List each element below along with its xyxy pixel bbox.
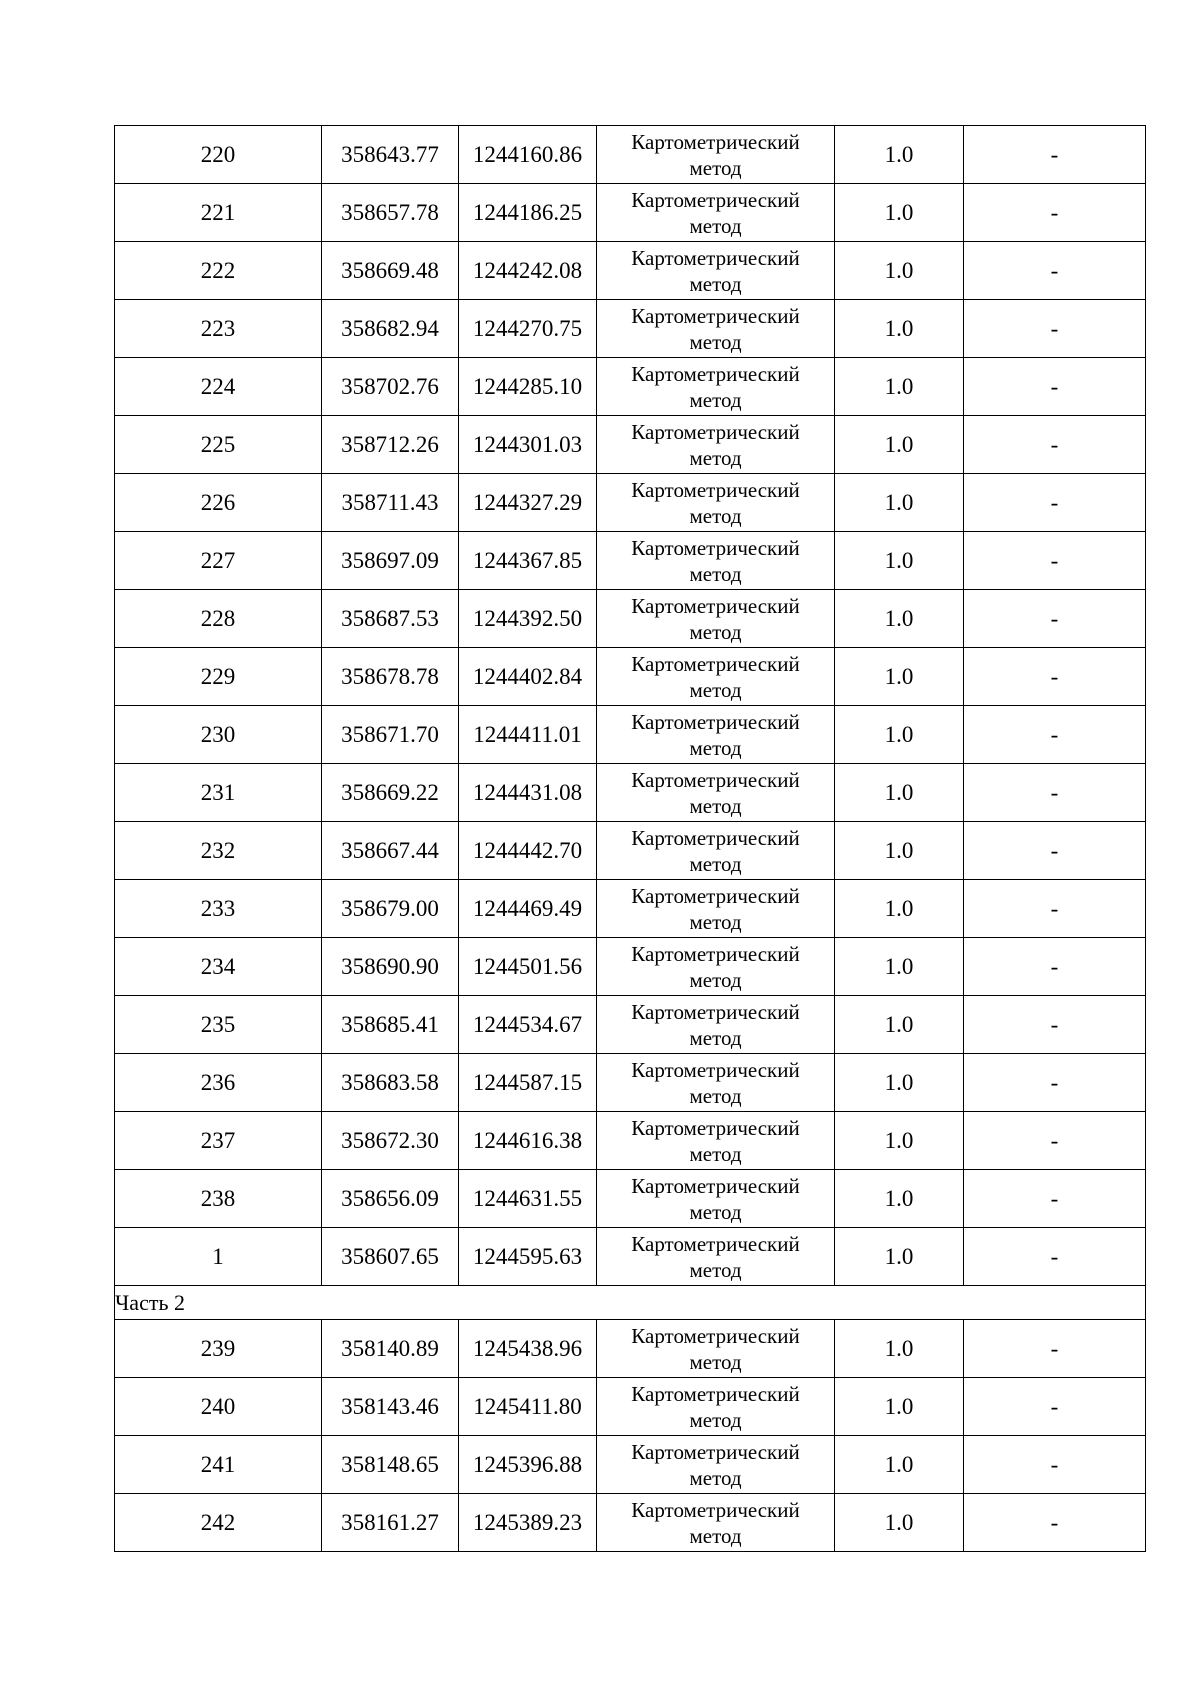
x-coordinate-cell: 358687.53 (322, 590, 459, 648)
point-number-cell: 231 (115, 764, 322, 822)
method-cell (597, 822, 835, 880)
note-cell: - (964, 1494, 1146, 1552)
accuracy-cell: 1.0 (835, 1170, 964, 1228)
method-text-line2: метод (689, 213, 742, 238)
point-number-cell: 232 (115, 822, 322, 880)
note-cell: - (964, 184, 1146, 242)
point-number-cell: 234 (115, 938, 322, 996)
accuracy-cell: 1.0 (835, 300, 964, 358)
method-text-line1: Картометрический (631, 1115, 800, 1140)
method-cell (597, 1494, 835, 1552)
method-text-line2: метод (689, 1025, 742, 1050)
method-text-line2: метод (689, 909, 742, 934)
coordinates-table-body (115, 126, 1146, 1552)
method-text-line1: Картометрический (631, 825, 800, 850)
part-heading: Часть 2 (115, 1286, 1146, 1320)
table-row (115, 1112, 1146, 1170)
x-coordinate-cell: 358679.00 (322, 880, 459, 938)
accuracy-cell: 1.0 (835, 822, 964, 880)
y-coordinate-cell: 1244616.38 (459, 1112, 597, 1170)
note-cell: - (964, 996, 1146, 1054)
method-text-line2: метод (689, 793, 742, 818)
accuracy-cell: 1.0 (835, 1320, 964, 1378)
y-coordinate-cell: 1244367.85 (459, 532, 597, 590)
method-text-line1: Картометрический (631, 245, 800, 270)
x-coordinate-cell: 358712.26 (322, 416, 459, 474)
table-row (115, 532, 1146, 590)
table-row (115, 1170, 1146, 1228)
accuracy-cell: 1.0 (835, 1494, 964, 1552)
method-cell (597, 1112, 835, 1170)
x-coordinate-cell: 358143.46 (322, 1378, 459, 1436)
note-cell: - (964, 648, 1146, 706)
y-coordinate-cell: 1244242.08 (459, 242, 597, 300)
point-number-cell: 241 (115, 1436, 322, 1494)
method-text-line1: Картометрический (631, 999, 800, 1024)
y-coordinate-cell: 1244402.84 (459, 648, 597, 706)
y-coordinate-cell: 1244469.49 (459, 880, 597, 938)
accuracy-cell: 1.0 (835, 938, 964, 996)
method-text-line1: Картометрический (631, 941, 800, 966)
accuracy-cell: 1.0 (835, 1054, 964, 1112)
method-text-line2: метод (689, 735, 742, 760)
point-number-cell: 235 (115, 996, 322, 1054)
method-cell (597, 880, 835, 938)
note-cell: - (964, 822, 1146, 880)
note-cell: - (964, 1112, 1146, 1170)
accuracy-cell: 1.0 (835, 126, 964, 184)
accuracy-cell: 1.0 (835, 996, 964, 1054)
point-number-cell: 1 (115, 1228, 322, 1286)
x-coordinate-cell: 358643.77 (322, 126, 459, 184)
method-text-line1: Картометрический (631, 187, 800, 212)
part-heading-row (115, 1286, 1146, 1320)
x-coordinate-cell: 358683.58 (322, 1054, 459, 1112)
note-cell: - (964, 416, 1146, 474)
point-number-cell: 227 (115, 532, 322, 590)
method-cell (597, 648, 835, 706)
x-coordinate-cell: 358667.44 (322, 822, 459, 880)
note-cell: - (964, 764, 1146, 822)
y-coordinate-cell: 1244392.50 (459, 590, 597, 648)
accuracy-cell: 1.0 (835, 1378, 964, 1436)
method-text-line2: метод (689, 155, 742, 180)
accuracy-cell: 1.0 (835, 184, 964, 242)
accuracy-cell: 1.0 (835, 764, 964, 822)
x-coordinate-cell: 358685.41 (322, 996, 459, 1054)
accuracy-cell: 1.0 (835, 880, 964, 938)
note-cell: - (964, 300, 1146, 358)
method-cell (597, 1054, 835, 1112)
method-cell (597, 1378, 835, 1436)
note-cell: - (964, 242, 1146, 300)
y-coordinate-cell: 1245389.23 (459, 1494, 597, 1552)
y-coordinate-cell: 1244501.56 (459, 938, 597, 996)
method-text-line2: метод (689, 1257, 742, 1282)
y-coordinate-cell: 1244411.01 (459, 706, 597, 764)
accuracy-cell: 1.0 (835, 358, 964, 416)
method-text-line1: Картометрический (631, 883, 800, 908)
method-cell (597, 300, 835, 358)
note-cell: - (964, 474, 1146, 532)
method-text-line2: метод (689, 1407, 742, 1432)
method-text-line1: Картометрический (631, 1497, 800, 1522)
point-number-cell: 230 (115, 706, 322, 764)
table-row (115, 1494, 1146, 1552)
y-coordinate-cell: 1245411.80 (459, 1378, 597, 1436)
point-number-cell: 226 (115, 474, 322, 532)
note-cell: - (964, 358, 1146, 416)
table-row (115, 184, 1146, 242)
note-cell: - (964, 1170, 1146, 1228)
method-text-line1: Картометрический (631, 303, 800, 328)
y-coordinate-cell: 1244587.15 (459, 1054, 597, 1112)
method-text-line2: метод (689, 619, 742, 644)
method-text-line2: метод (689, 1523, 742, 1548)
method-text-line2: метод (689, 677, 742, 702)
method-text-line2: метод (689, 967, 742, 992)
method-text-line2: метод (689, 1141, 742, 1166)
method-cell (597, 184, 835, 242)
table-row (115, 416, 1146, 474)
y-coordinate-cell: 1244631.55 (459, 1170, 597, 1228)
x-coordinate-cell: 358657.78 (322, 184, 459, 242)
note-cell: - (964, 126, 1146, 184)
note-cell: - (964, 1436, 1146, 1494)
x-coordinate-cell: 358161.27 (322, 1494, 459, 1552)
table-row (115, 764, 1146, 822)
method-text-line1: Картометрический (631, 1439, 800, 1464)
note-cell: - (964, 1378, 1146, 1436)
table-row (115, 822, 1146, 880)
table-row (115, 126, 1146, 184)
table-row (115, 1054, 1146, 1112)
y-coordinate-cell: 1244186.25 (459, 184, 597, 242)
accuracy-cell: 1.0 (835, 706, 964, 764)
method-text-line2: метод (689, 851, 742, 876)
method-text-line1: Картометрический (631, 1173, 800, 1198)
table-row (115, 938, 1146, 996)
method-text-line2: метод (689, 1199, 742, 1224)
table-row (115, 300, 1146, 358)
accuracy-cell: 1.0 (835, 648, 964, 706)
y-coordinate-cell: 1245438.96 (459, 1320, 597, 1378)
x-coordinate-cell: 358671.70 (322, 706, 459, 764)
x-coordinate-cell: 358702.76 (322, 358, 459, 416)
x-coordinate-cell: 358669.48 (322, 242, 459, 300)
method-cell (597, 764, 835, 822)
point-number-cell: 222 (115, 242, 322, 300)
method-text-line1: Картометрический (631, 1231, 800, 1256)
method-text-line1: Картометрический (631, 1381, 800, 1406)
table-row (115, 358, 1146, 416)
method-text-line1: Картометрический (631, 1323, 800, 1348)
y-coordinate-cell: 1244301.03 (459, 416, 597, 474)
method-cell (597, 1228, 835, 1286)
table-row (115, 996, 1146, 1054)
method-cell (597, 126, 835, 184)
table-row (115, 1378, 1146, 1436)
x-coordinate-cell: 358697.09 (322, 532, 459, 590)
note-cell: - (964, 590, 1146, 648)
method-cell (597, 1436, 835, 1494)
table-row (115, 1320, 1146, 1378)
y-coordinate-cell: 1244285.10 (459, 358, 597, 416)
method-cell (597, 1170, 835, 1228)
x-coordinate-cell: 358678.78 (322, 648, 459, 706)
method-cell (597, 590, 835, 648)
method-text-line1: Картометрический (631, 1057, 800, 1082)
table-row (115, 706, 1146, 764)
method-text-line1: Картометрический (631, 419, 800, 444)
point-number-cell: 229 (115, 648, 322, 706)
point-number-cell: 240 (115, 1378, 322, 1436)
note-cell: - (964, 532, 1146, 590)
table-row (115, 1436, 1146, 1494)
x-coordinate-cell: 358148.65 (322, 1436, 459, 1494)
y-coordinate-cell: 1244160.86 (459, 126, 597, 184)
y-coordinate-cell: 1244327.29 (459, 474, 597, 532)
method-text-line1: Картометрический (631, 129, 800, 154)
table-row (115, 242, 1146, 300)
accuracy-cell: 1.0 (835, 242, 964, 300)
y-coordinate-cell: 1244442.70 (459, 822, 597, 880)
accuracy-cell: 1.0 (835, 474, 964, 532)
note-cell: - (964, 1054, 1146, 1112)
accuracy-cell: 1.0 (835, 1436, 964, 1494)
method-text-line1: Картометрический (631, 593, 800, 618)
method-text-line2: метод (689, 387, 742, 412)
table-row (115, 880, 1146, 938)
point-number-cell: 225 (115, 416, 322, 474)
method-cell (597, 416, 835, 474)
method-cell (597, 938, 835, 996)
note-cell: - (964, 880, 1146, 938)
x-coordinate-cell: 358656.09 (322, 1170, 459, 1228)
point-number-cell: 228 (115, 590, 322, 648)
y-coordinate-cell: 1244270.75 (459, 300, 597, 358)
point-number-cell: 233 (115, 880, 322, 938)
method-text-line1: Картометрический (631, 767, 800, 792)
method-cell (597, 242, 835, 300)
point-number-cell: 221 (115, 184, 322, 242)
table-row (115, 648, 1146, 706)
method-cell (597, 358, 835, 416)
accuracy-cell: 1.0 (835, 416, 964, 474)
point-number-cell: 236 (115, 1054, 322, 1112)
note-cell: - (964, 1320, 1146, 1378)
method-cell (597, 996, 835, 1054)
method-text-line1: Картометрический (631, 709, 800, 734)
method-cell (597, 1320, 835, 1378)
table-row (115, 590, 1146, 648)
method-text-line1: Картометрический (631, 361, 800, 386)
y-coordinate-cell: 1245396.88 (459, 1436, 597, 1494)
method-text-line2: метод (689, 1465, 742, 1490)
point-number-cell: 223 (115, 300, 322, 358)
note-cell: - (964, 706, 1146, 764)
method-text-line2: метод (689, 561, 742, 586)
method-text-line2: метод (689, 503, 742, 528)
x-coordinate-cell: 358607.65 (322, 1228, 459, 1286)
point-number-cell: 220 (115, 126, 322, 184)
method-text-line1: Картометрический (631, 477, 800, 502)
x-coordinate-cell: 358672.30 (322, 1112, 459, 1170)
method-text-line1: Картометрический (631, 535, 800, 560)
x-coordinate-cell: 358690.90 (322, 938, 459, 996)
point-number-cell: 242 (115, 1494, 322, 1552)
point-number-cell: 238 (115, 1170, 322, 1228)
x-coordinate-cell: 358711.43 (322, 474, 459, 532)
point-number-cell: 224 (115, 358, 322, 416)
method-text-line2: метод (689, 329, 742, 354)
method-cell (597, 532, 835, 590)
accuracy-cell: 1.0 (835, 1112, 964, 1170)
note-cell: - (964, 1228, 1146, 1286)
accuracy-cell: 1.0 (835, 532, 964, 590)
accuracy-cell: 1.0 (835, 590, 964, 648)
x-coordinate-cell: 358669.22 (322, 764, 459, 822)
method-text-line1: Картометрический (631, 651, 800, 676)
method-cell (597, 706, 835, 764)
method-text-line2: метод (689, 1083, 742, 1108)
method-text-line2: метод (689, 271, 742, 296)
coordinates-table (114, 125, 1146, 1552)
table-row (115, 474, 1146, 532)
point-number-cell: 237 (115, 1112, 322, 1170)
accuracy-cell: 1.0 (835, 1228, 964, 1286)
x-coordinate-cell: 358682.94 (322, 300, 459, 358)
x-coordinate-cell: 358140.89 (322, 1320, 459, 1378)
point-number-cell: 239 (115, 1320, 322, 1378)
method-cell (597, 474, 835, 532)
note-cell: - (964, 938, 1146, 996)
y-coordinate-cell: 1244534.67 (459, 996, 597, 1054)
table-row (115, 1228, 1146, 1286)
y-coordinate-cell: 1244431.08 (459, 764, 597, 822)
y-coordinate-cell: 1244595.63 (459, 1228, 597, 1286)
method-text-line2: метод (689, 445, 742, 470)
method-text-line2: метод (689, 1349, 742, 1374)
